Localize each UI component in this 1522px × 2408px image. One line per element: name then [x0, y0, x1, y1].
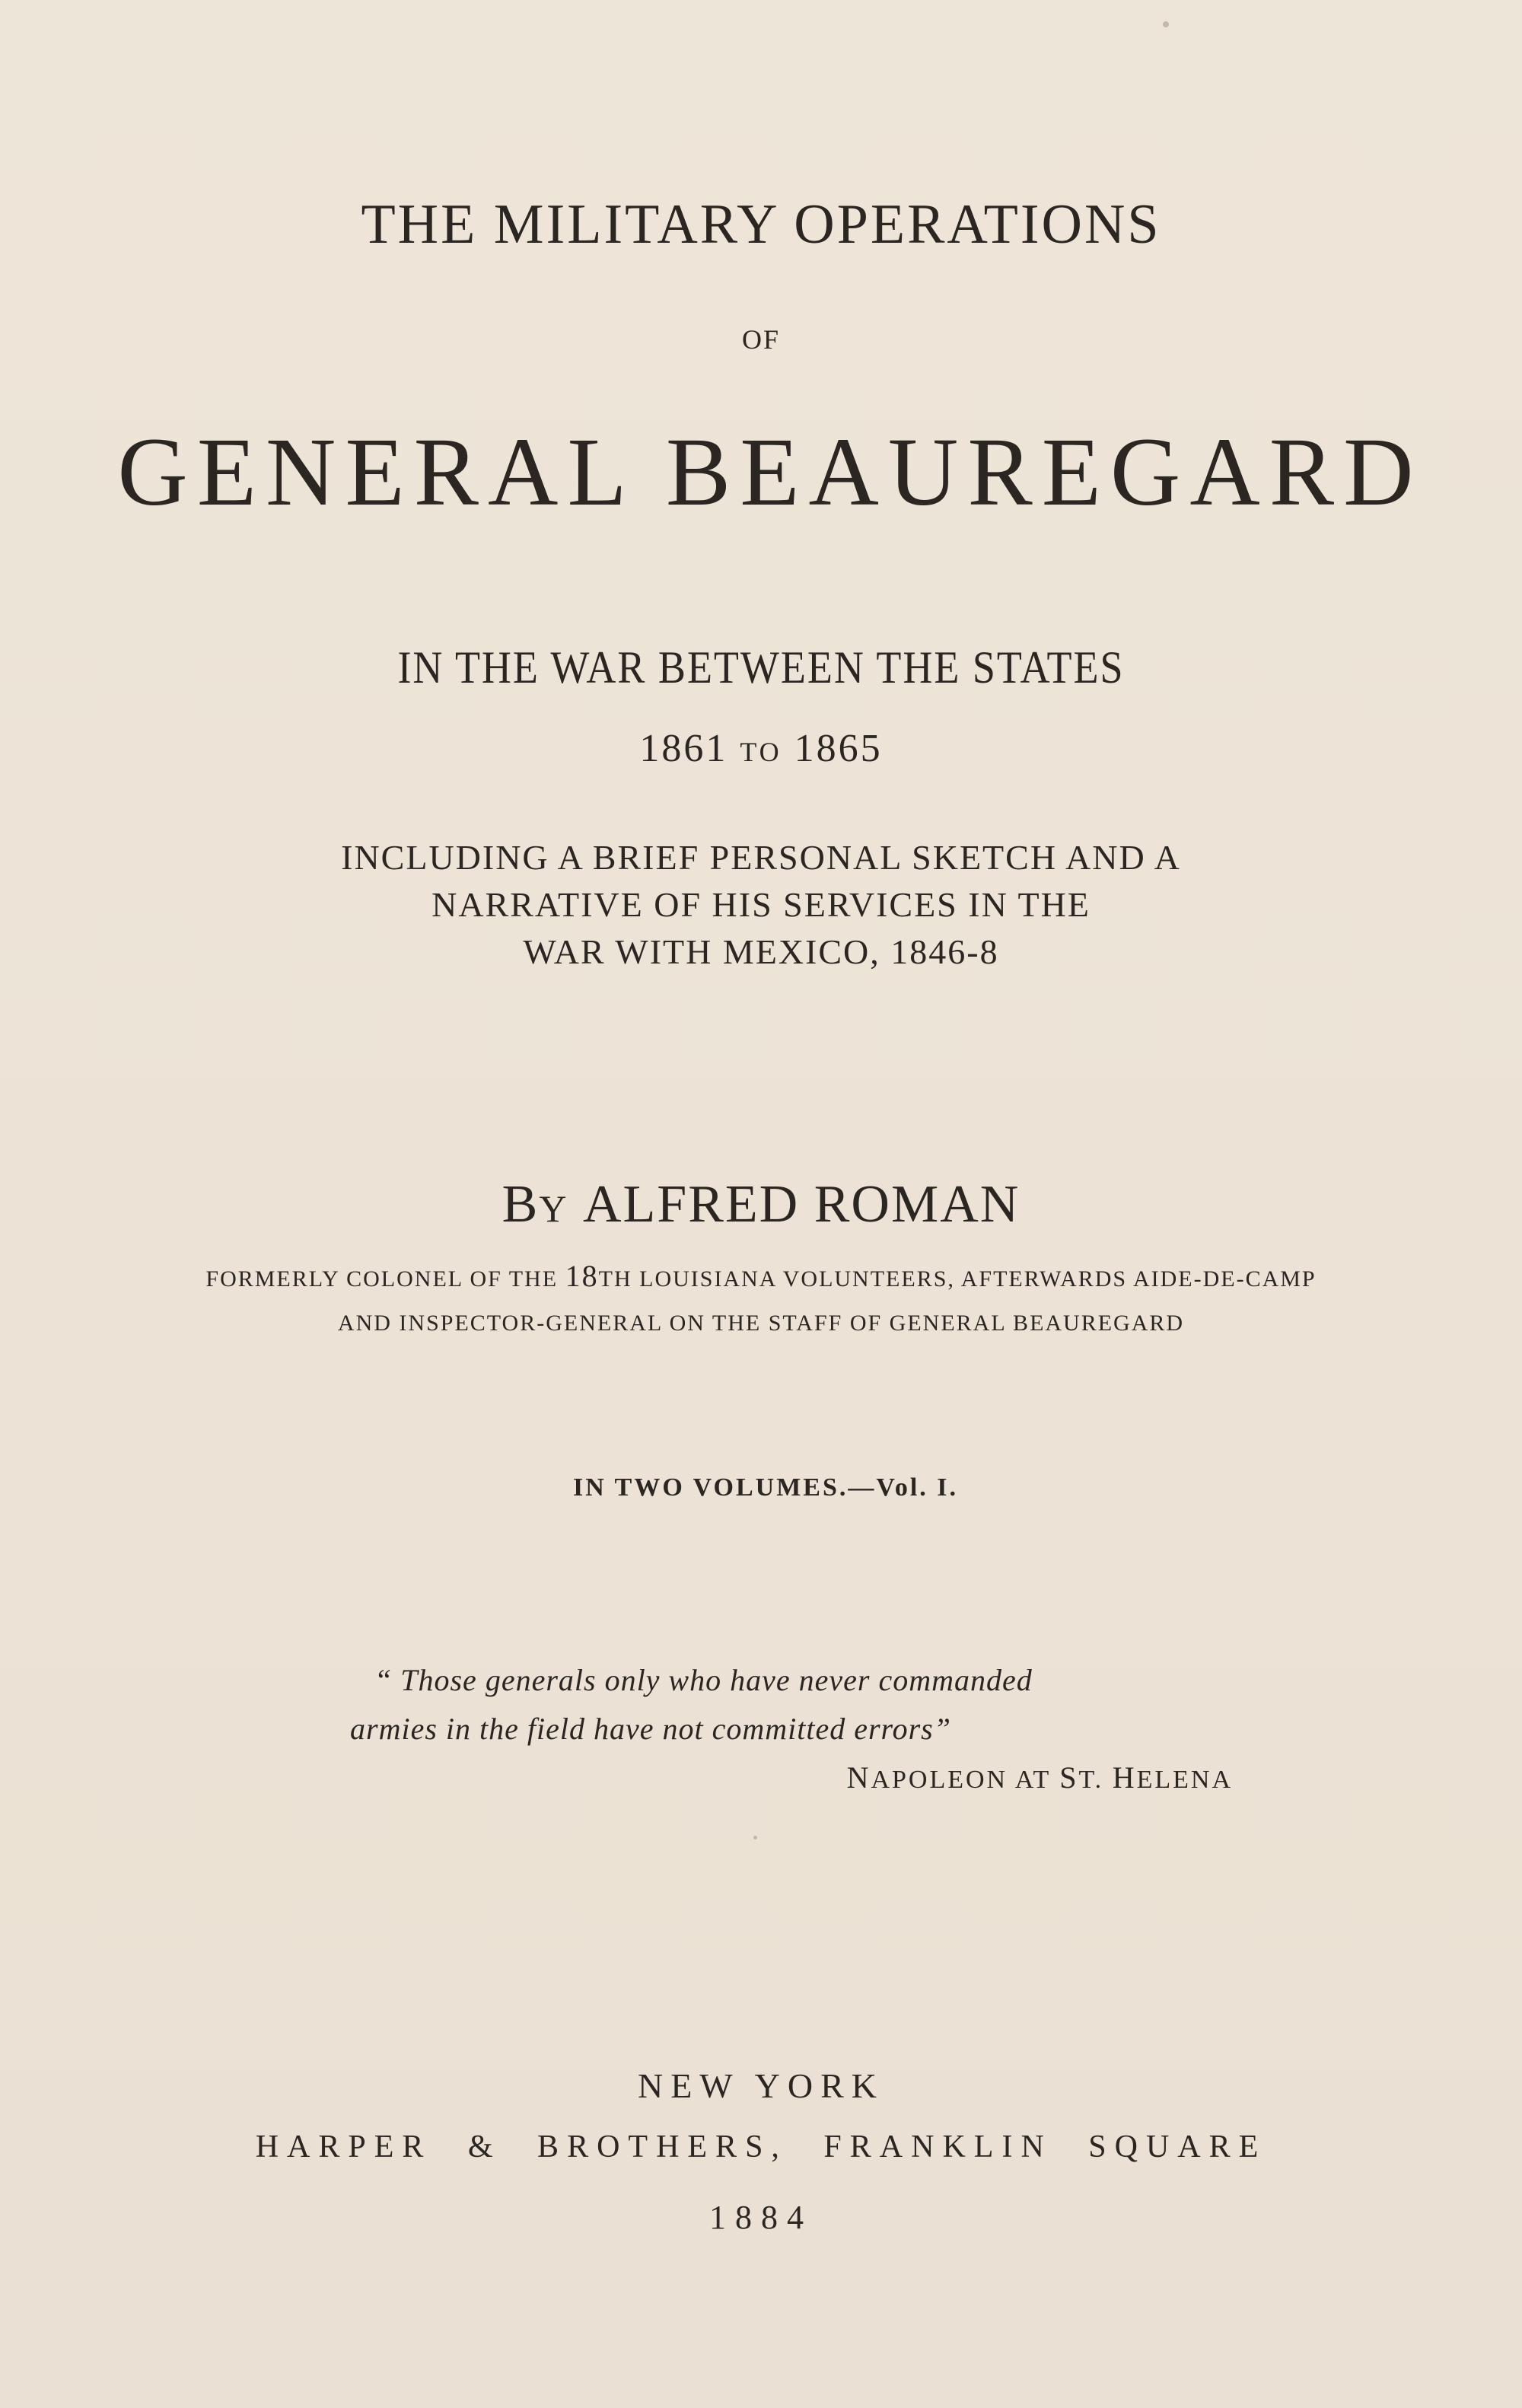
- epigraph-line-1: “ Those generals only who have never commanded: [374, 1663, 1033, 1697]
- paper-speck: [1163, 21, 1169, 27]
- including-line-3: WAR WITH MEXICO, 1846-8: [523, 932, 999, 971]
- including-line-2: NARRATIVE OF HIS SERVICES IN THE: [431, 885, 1091, 924]
- credentials-line-1: [0, 1254, 1522, 1301]
- including-line-1: INCLUDING A BRIEF PERSONAL SKETCH AND A: [341, 838, 1181, 877]
- years-line: [0, 729, 1522, 769]
- author-by-rest: Y: [539, 1187, 568, 1230]
- credentials-line-2: AND INSPECTOR-GENERAL ON THE STAFF OF GENERAL BEAUREGARD: [337, 1311, 1185, 1336]
- author-by-initial: B: [501, 1175, 540, 1234]
- imprint-publisher: HARPER & BROTHERS, FRANKLIN SQUARE: [255, 2129, 1267, 2164]
- attribution-initial-3: H: [1112, 1760, 1137, 1795]
- attribution-rest-1: APOLEON AT: [871, 1766, 1060, 1794]
- credentials-line-1-after: TH LOUISIANA VOLUNTEERS, AFTERWARDS AIDE-DE-CAMP: [598, 1266, 1317, 1292]
- volumes-line: IN TWO VOLUMES.—Vol. I.: [572, 1473, 959, 1502]
- year-start: 1861: [639, 727, 728, 770]
- paper-speck: [753, 1836, 757, 1839]
- year-to: TO: [740, 737, 782, 767]
- including-block: [0, 834, 1522, 976]
- author-line: [0, 1175, 1522, 1234]
- attribution-initial-1: N: [846, 1760, 871, 1795]
- author-credentials: [0, 1254, 1522, 1346]
- epigraph-line-2: armies in the field have not committed errors”: [350, 1712, 951, 1746]
- epigraph: [350, 1656, 1248, 1804]
- author-name: ALFRED ROMAN: [582, 1175, 1021, 1234]
- credentials-line-1-before: FORMERLY COLONEL OF THE: [205, 1266, 559, 1292]
- subtitle-war: IN THE WAR BETWEEN THE STATES: [397, 642, 1125, 693]
- title-line-1: THE MILITARY OPERATIONS: [361, 193, 1161, 256]
- credentials-ordinal-initial: 18: [565, 1259, 599, 1293]
- attribution-initial-2: S: [1059, 1760, 1079, 1795]
- epigraph-attribution: [350, 1753, 1248, 1804]
- title-of: OF: [741, 324, 781, 355]
- title-line-2: GENERAL BEAUREGARD: [117, 418, 1423, 526]
- attribution-rest-2: T.: [1078, 1766, 1113, 1794]
- year-end: 1865: [794, 727, 883, 770]
- imprint-city: NEW YORK: [637, 2066, 885, 2105]
- imprint-year: 1884: [709, 2199, 813, 2236]
- attribution-rest-3: ELENA: [1136, 1766, 1233, 1794]
